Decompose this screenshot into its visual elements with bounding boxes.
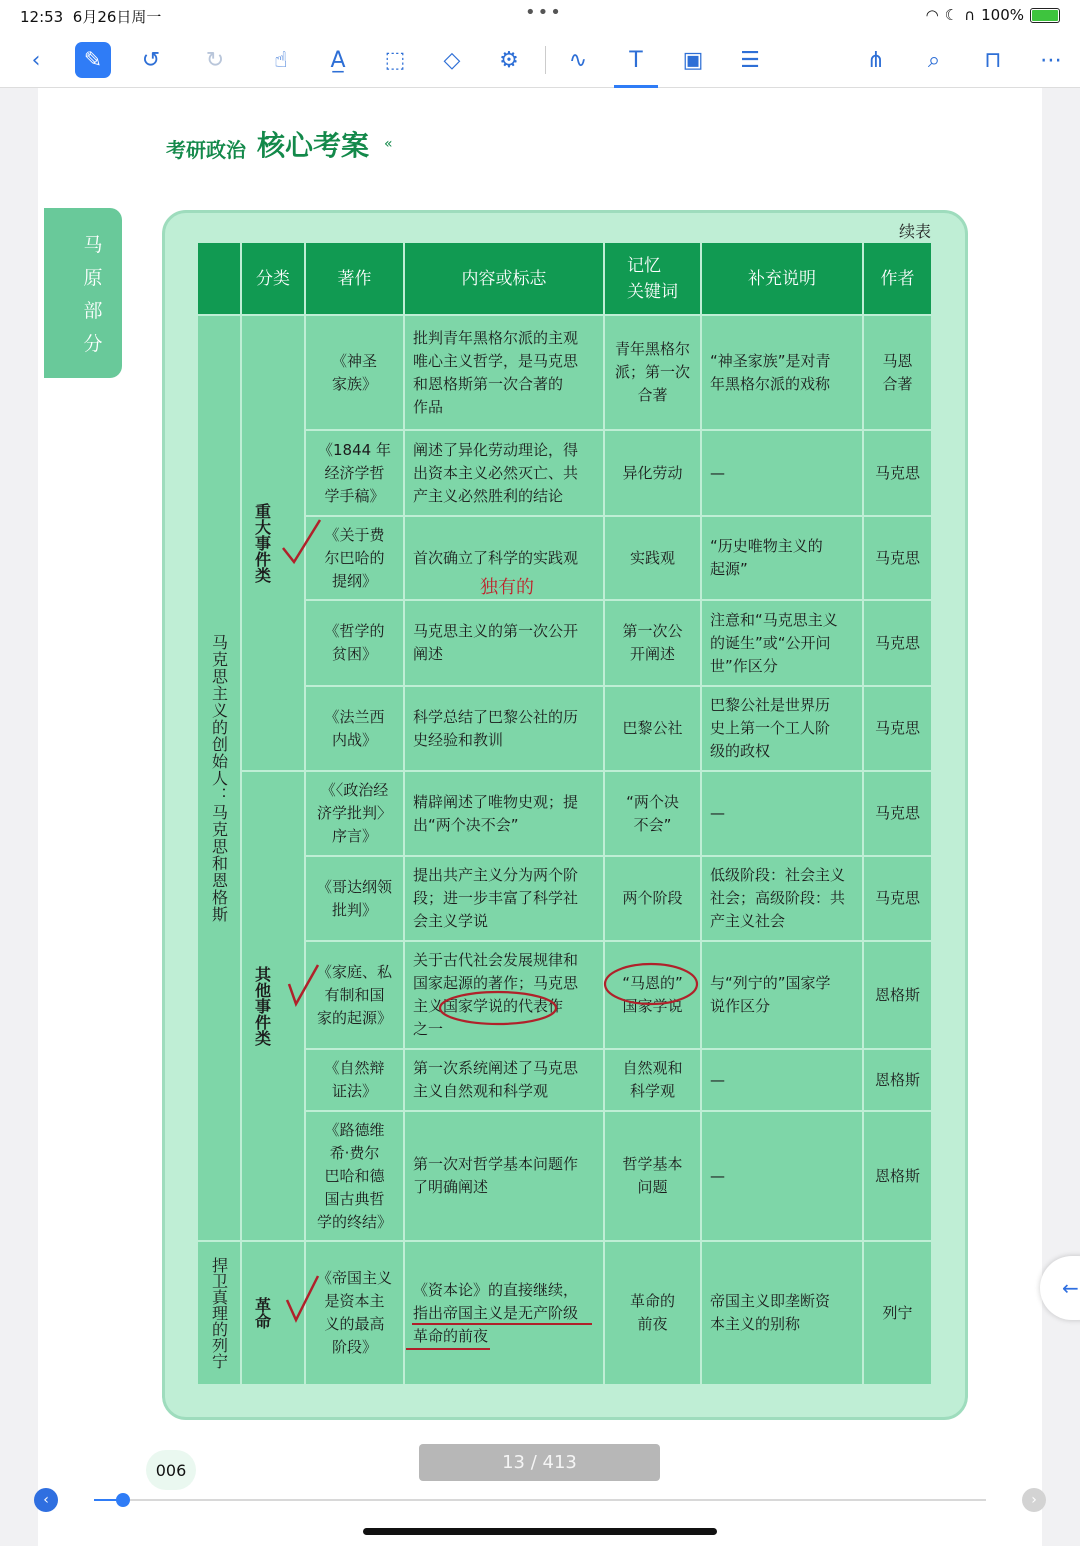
header-title: 核心考案 bbox=[257, 129, 370, 162]
content-cell: 《资本论》的直接继续， 指出帝国主义是无产阶级 革命的前夜 bbox=[405, 1242, 603, 1384]
home-indicator bbox=[363, 1528, 717, 1535]
battery-percent: 100% bbox=[981, 6, 1024, 24]
status-date: 6月26日周一 bbox=[72, 8, 162, 26]
content-cell: 第一次系统阐述了马克思 主义自然观和科学观 bbox=[405, 1050, 603, 1110]
undo-icon[interactable]: ↺ bbox=[141, 47, 161, 73]
textbox-icon[interactable]: T bbox=[629, 47, 643, 73]
content-cell: 首次确立了科学的实践观 bbox=[405, 517, 603, 599]
group-founders: 马克思主义的创始人：马克思和恩格斯 bbox=[198, 316, 240, 1240]
author-cell: 马恩 合著 bbox=[864, 316, 931, 429]
keyword-cell: 自然观和 科学观 bbox=[605, 1050, 700, 1110]
work-cell: 《哲学的 贫困》 bbox=[306, 601, 403, 685]
note-cell: 帝国主义即垄断资 本主义的别称 bbox=[702, 1242, 862, 1384]
work-cell: 《帝国主义 是资本主 义的最高 阶段》 bbox=[306, 1242, 403, 1384]
side-tab-char: 分 bbox=[83, 333, 103, 355]
content-cell: 提出共产主义分为两个阶 段；进一步丰富了科学社 会主义学说 bbox=[405, 857, 603, 940]
back-chevron-icon[interactable]: ‹ bbox=[31, 47, 41, 73]
note-cell: 与“列宁的”国家学 说作区分 bbox=[702, 942, 862, 1048]
content-cell: 关于古代社会发展规律和 国家起源的著作；马克思 主义国家学说的代表作 之一 bbox=[405, 942, 603, 1048]
group-lenin: 捍卫真理的列宁 bbox=[198, 1242, 240, 1384]
work-cell: 《路德维 希·费尔 巴哈和德 国古典哲 学的终结》 bbox=[306, 1112, 403, 1240]
more-icon[interactable]: ⋯ bbox=[1040, 47, 1062, 73]
keyword-cell: 革命的 前夜 bbox=[605, 1242, 700, 1384]
content-cell: 精辟阐述了唯物史观；提 出“两个决不会” bbox=[405, 772, 603, 855]
pointer-hand-icon[interactable]: ☝ bbox=[274, 47, 288, 73]
image-icon[interactable]: ▣ bbox=[682, 47, 704, 73]
pen-icon[interactable]: ✎ bbox=[75, 42, 111, 78]
work-cell: 《家庭、私 有制和国 家的起源》 bbox=[306, 942, 403, 1048]
work-cell: 《1844 年 经济学哲 学手稿》 bbox=[306, 431, 403, 515]
header-prefix: 考研政治 bbox=[166, 138, 246, 162]
settings-gear-icon[interactable]: ⚙ bbox=[499, 47, 519, 73]
col-header-keyword: 记忆 关键词 bbox=[605, 243, 700, 314]
text-underline-icon[interactable]: A̲ bbox=[330, 47, 346, 73]
note-cell: — bbox=[702, 1112, 862, 1240]
note-cell: “神圣家族”是对青 年黑格尔派的戏称 bbox=[702, 316, 862, 429]
keyword-cell: 异化劳动 bbox=[605, 431, 700, 515]
work-cell: 《法兰西 内战》 bbox=[306, 687, 403, 770]
note-cell: 巴黎公社是世界历 史上第一个工人阶 级的政权 bbox=[702, 687, 862, 770]
section-side-tab bbox=[44, 208, 122, 378]
collapse-arrow-button[interactable]: ← bbox=[1040, 1256, 1080, 1320]
work-cell: 《〈政治经 济学批判〉 序言》 bbox=[306, 772, 403, 855]
prev-page-button[interactable]: ‹ bbox=[34, 1488, 58, 1512]
author-cell: 恩格斯 bbox=[864, 1112, 931, 1240]
moon-icon: ☾ bbox=[944, 6, 959, 24]
status-bar bbox=[0, 0, 1080, 32]
search-icon[interactable]: ⌕ bbox=[927, 47, 941, 73]
col-header-content: 内容或标志 bbox=[405, 243, 603, 314]
note-cell: — bbox=[702, 772, 862, 855]
author-cell: 马克思 bbox=[864, 431, 931, 515]
keyword-cell: “马恩的” 国家学说 bbox=[605, 942, 700, 1048]
category-other: 其他事件类 bbox=[242, 772, 304, 1240]
keyword-cell: 巴黎公社 bbox=[605, 687, 700, 770]
keyword-cell: 第一次公 开阐述 bbox=[605, 601, 700, 685]
page-indicator: 13 / 413 bbox=[419, 1444, 660, 1481]
side-tab-char: 马 bbox=[83, 234, 103, 256]
scribble-icon[interactable]: ∿ bbox=[568, 47, 588, 73]
status-time: 12:53 6月26日周一 bbox=[20, 8, 162, 26]
author-cell: 马克思 bbox=[864, 857, 931, 940]
work-cell: 《神圣 家族》 bbox=[306, 316, 403, 429]
col-header-blank bbox=[198, 243, 240, 314]
side-tab-char: 部 bbox=[83, 300, 103, 322]
col-header-note: 补充说明 bbox=[702, 243, 862, 314]
work-cell: 《哥达纲领 批判》 bbox=[306, 857, 403, 940]
list-icon[interactable]: ☰ bbox=[740, 47, 760, 73]
page-number: 006 bbox=[146, 1450, 196, 1490]
redo-icon[interactable]: ↻ bbox=[205, 47, 225, 73]
next-page-button[interactable]: › bbox=[1022, 1488, 1046, 1512]
note-cell: “历史唯物主义的 起源” bbox=[702, 517, 862, 599]
lasso-select-icon[interactable]: ⬚ bbox=[384, 47, 406, 73]
author-cell: 马克思 bbox=[864, 517, 931, 599]
shape-icon[interactable]: ◇ bbox=[443, 47, 461, 73]
headphones-icon: ∩ bbox=[964, 6, 976, 24]
note-cell: 低级阶段：社会主义 社会；高级阶段：共 产主义社会 bbox=[702, 857, 862, 940]
multitask-dots[interactable]: ••• bbox=[525, 2, 563, 23]
col-header-work: 著作 bbox=[306, 243, 403, 314]
wifi-icon: ◠ bbox=[925, 6, 939, 24]
work-cell: 《关于费 尔巴哈的 提纲》 bbox=[306, 517, 403, 599]
keyword-cell: 哲学基本 问题 bbox=[605, 1112, 700, 1240]
header-arrow: « bbox=[384, 136, 393, 152]
bookmark-icon[interactable]: ⊓ bbox=[984, 47, 1002, 73]
content-cell: 马克思主义的第一次公开 阐述 bbox=[405, 601, 603, 685]
share-icon[interactable]: ⋔ bbox=[866, 47, 886, 73]
author-cell: 恩格斯 bbox=[864, 942, 931, 1048]
side-tab-char: 原 bbox=[83, 267, 103, 289]
keyword-cell: 实践观 bbox=[605, 517, 700, 599]
category-major: 重大事件类 bbox=[242, 316, 304, 770]
note-cell: — bbox=[702, 431, 862, 515]
content-cell: 阐述了异化劳动理论，得 出资本主义必然灭亡、共 产主义必然胜利的结论 bbox=[405, 431, 603, 515]
content-cell: 第一次对哲学基本问题作 了明确阐述 bbox=[405, 1112, 603, 1240]
keyword-cell: “两个决 不会” bbox=[605, 772, 700, 855]
note-cell: 注意和“马克思主义 的诞生”或“公开问 世”作区分 bbox=[702, 601, 862, 685]
continued-label: 续表 bbox=[898, 222, 931, 241]
col-header-category: 分类 bbox=[242, 243, 304, 314]
keyword-cell: 青年黑格尔 派；第一次 合著 bbox=[605, 316, 700, 429]
handwritten-note: 独有的 bbox=[480, 577, 534, 598]
author-cell: 列宁 bbox=[864, 1242, 931, 1384]
author-cell: 恩格斯 bbox=[864, 1050, 931, 1110]
keyword-cell: 两个阶段 bbox=[605, 857, 700, 940]
page-slider-knob[interactable] bbox=[116, 1493, 130, 1507]
toolbar bbox=[0, 32, 1080, 88]
work-cell: 《自然辩 证法》 bbox=[306, 1050, 403, 1110]
author-cell: 马克思 bbox=[864, 601, 931, 685]
category-revolution: 革命 bbox=[242, 1242, 304, 1384]
toolbar-divider bbox=[545, 46, 546, 74]
author-cell: 马克思 bbox=[864, 772, 931, 855]
content-cell: 科学总结了巴黎公社的历 史经验和教训 bbox=[405, 687, 603, 770]
note-cell: — bbox=[702, 1050, 862, 1110]
page-slider-track[interactable] bbox=[94, 1499, 986, 1501]
col-header-author: 作者 bbox=[864, 243, 931, 314]
battery-icon bbox=[1030, 8, 1060, 23]
content-cell: 批判青年黑格尔派的主观 唯心主义哲学，是马克思 和恩格斯第一次合著的 作品 bbox=[405, 316, 603, 429]
author-cell: 马克思 bbox=[864, 687, 931, 770]
